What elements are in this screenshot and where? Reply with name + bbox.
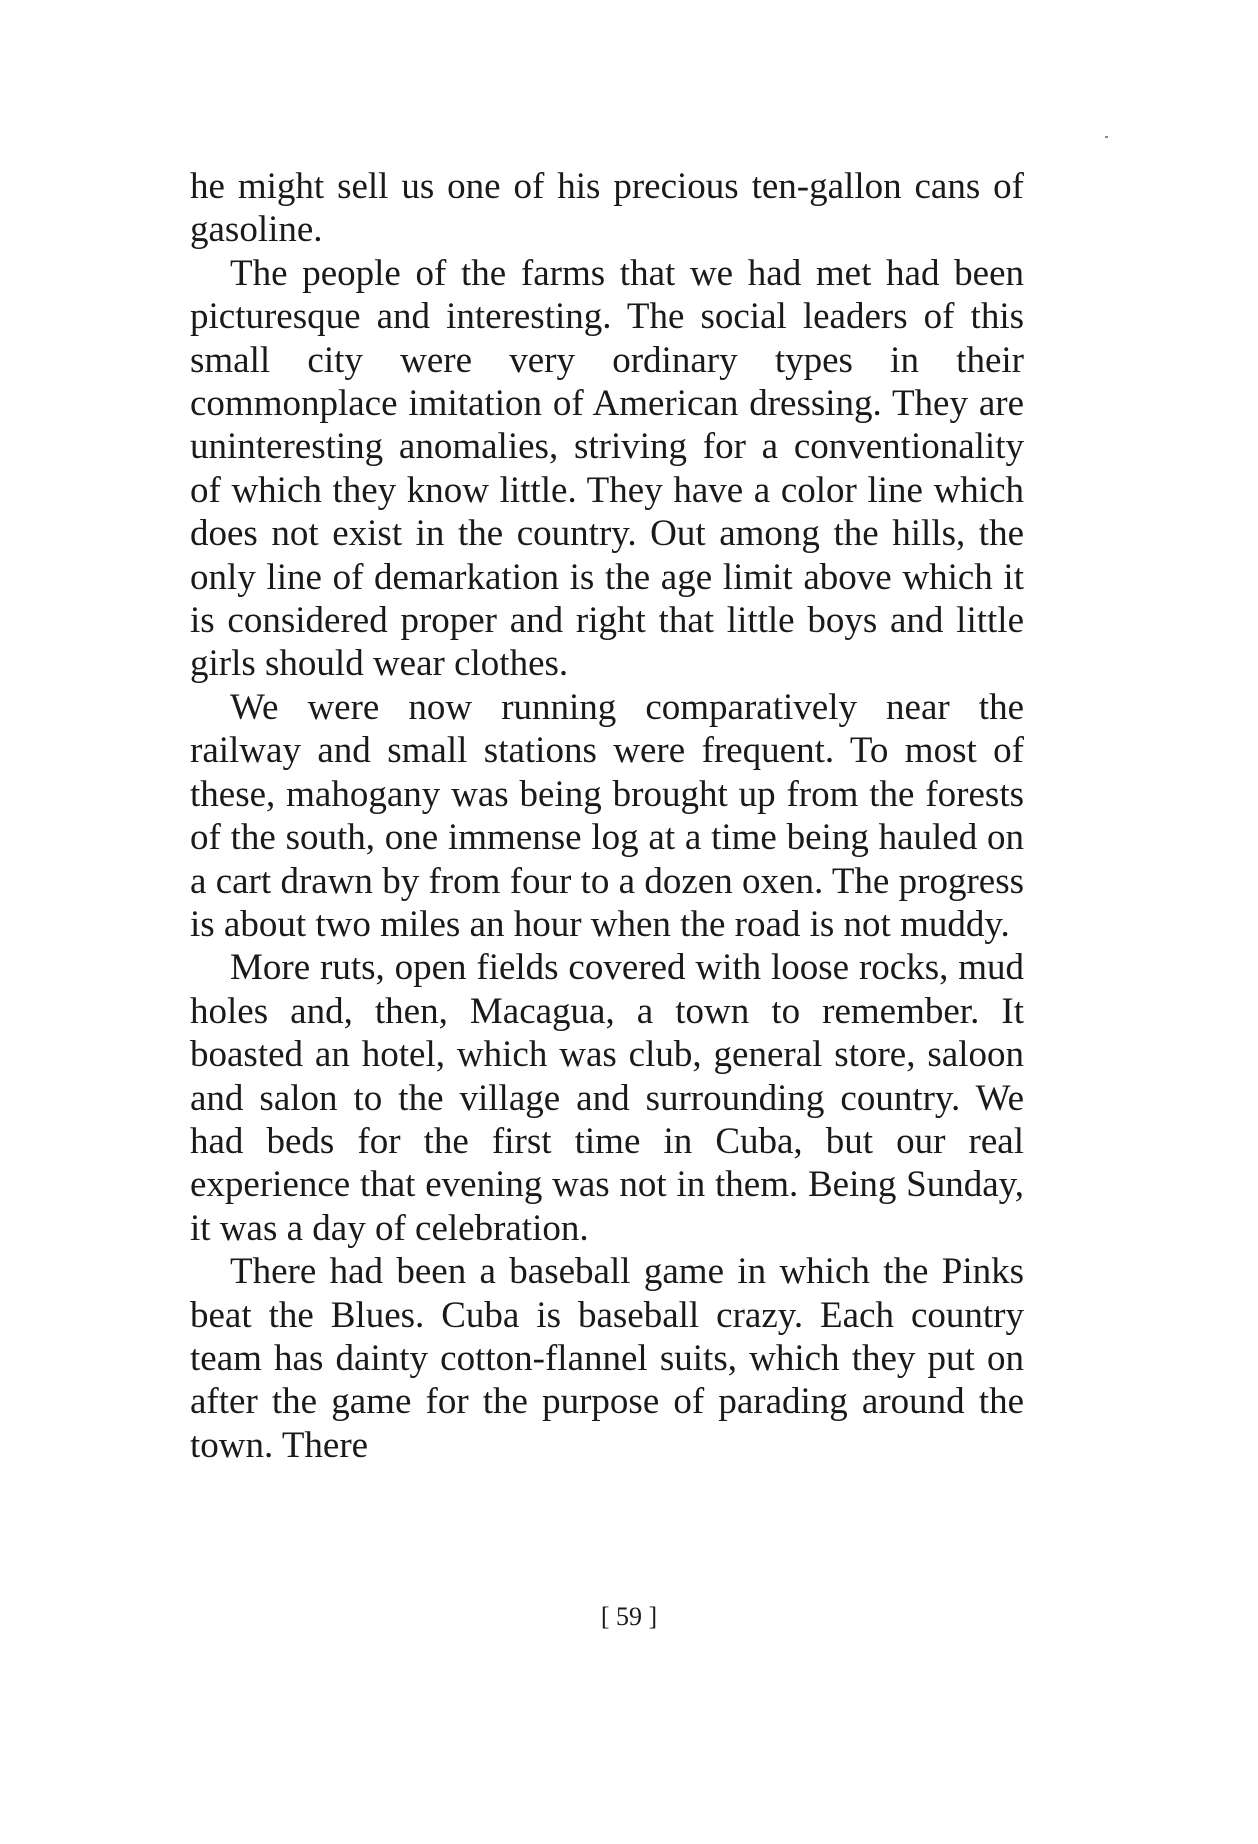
paragraph-continuation: he might sell us one of his precious ten-gallon cans of gasoline. (190, 166, 1024, 251)
scan-speck (1105, 136, 1108, 138)
paragraph: There had been a baseball game in which the Pinks beat the Blues. Cuba is baseball crazy. Each country team has dainty cotton-flannel suits, which they put on after the game for the purpose of parading around the town. There (190, 1251, 1024, 1466)
paragraph: We were now running comparatively near the railway and small stations were frequent. To most of these, mahogany was being brought up from the forests of the south, one immense log at a time being hauled on a cart drawn by from four to a dozen oxen. The progress is about two miles an hour when the road is not muddy. (190, 686, 1024, 945)
body-text (190, 165, 1024, 1467)
page-number: [ 59 ] (600, 1602, 658, 1631)
paragraph: The people of the farms that we had met had been picturesque and interesting. The social leaders of this small city were very ordinary types in their commonplace imitation of American dressing. They are uninteresting anomalies, striving for a conventionality of which they know little. They have a color line which does not exist in the country. Out among the hills, the only line of demarkation is the age limit above which it is considered proper and right that little boys and little girls should wear clothes. (190, 252, 1024, 685)
paragraph: More ruts, open fields covered with loose rocks, mud holes and, then, Macagua, a town to remember. It boasted an hotel, which was club, general store, saloon and salon to the village and surrounding country. We had beds for the first time in Cuba, but our real experience that evening was not in them. Being Sunday, it was a day of celebration. (190, 947, 1024, 1249)
